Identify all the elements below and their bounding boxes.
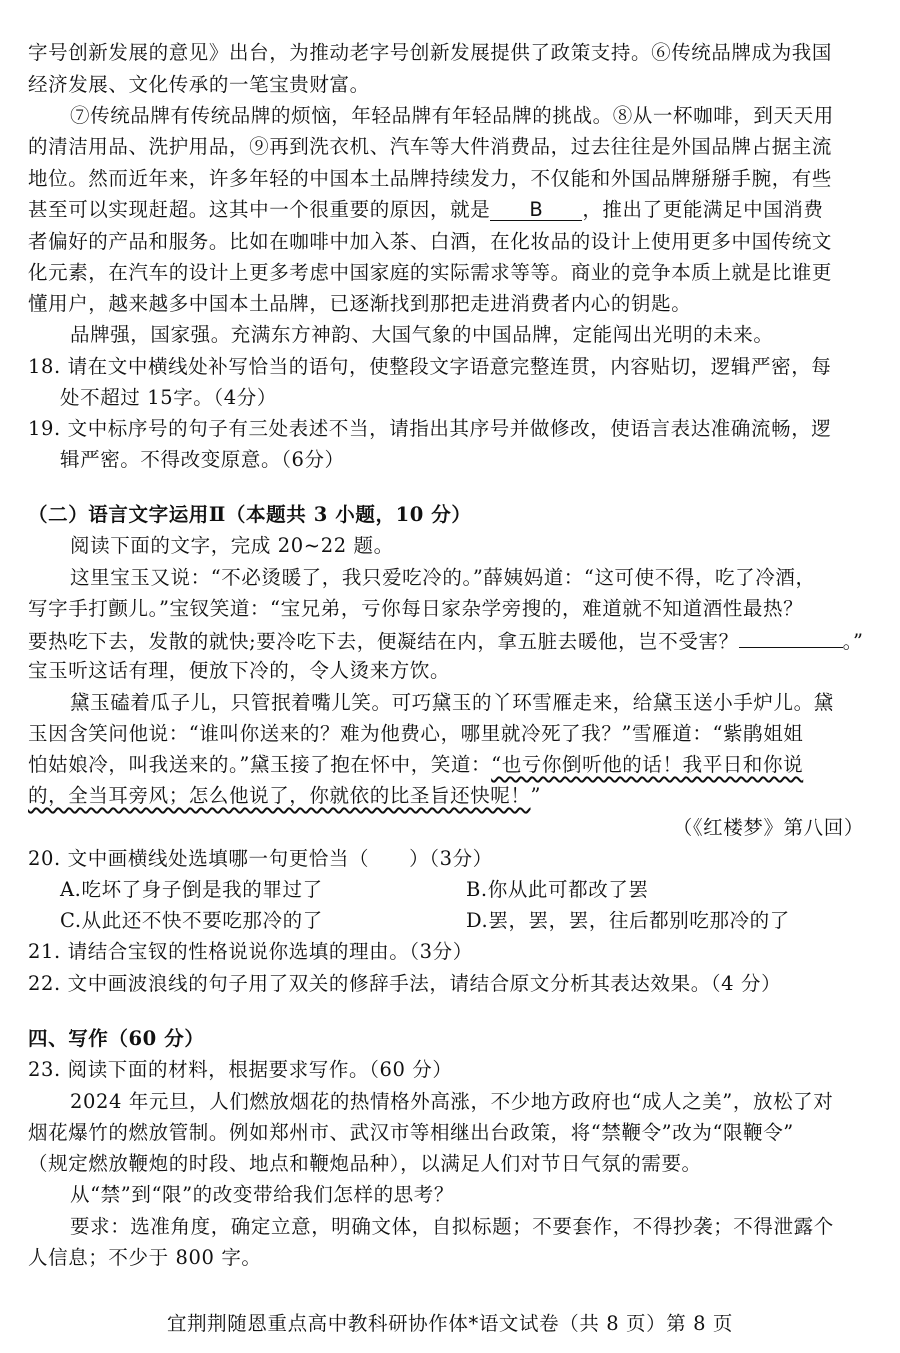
question-20-stem: 20. 文中画横线处选填哪一句更恰当（ xyxy=(28,847,370,870)
excerpt-text: ” xyxy=(530,784,542,807)
passage-line: ⑦传统品牌有传统品牌的烦恼，年轻品牌有年轻品牌的挑战。⑧从一杯咖啡，到天天用 xyxy=(70,104,834,127)
excerpt-line xyxy=(28,752,803,778)
passage-line: 化元素，在汽车的设计上更多考虑中国家庭的实际需求等等。商业的竞争本质上就是比谁更 xyxy=(28,261,833,284)
wavy-underlined-text: “也亏你倒听他的话！我平日和你说 xyxy=(491,753,804,776)
question-21: 21. 请结合宝钗的性格说说你选填的理由。（3分） xyxy=(28,940,473,963)
passage-line: 者偏好的产品和服务。比如在咖啡中加入茶、白酒，在化妆品的设计上使用更多中国传统文 xyxy=(28,230,833,253)
option-c: C.从此还不快不要吃那冷的了 xyxy=(60,909,323,932)
passage-line xyxy=(28,197,824,223)
material-line: 2024 年元旦，人们燃放烟花的热情格外高涨，不少地方政府也“成人之美”，放松了对 xyxy=(70,1090,834,1113)
option-a: A.吃坏了身子倒是我的罪过了 xyxy=(60,878,323,901)
excerpt-line: 这里宝玉又说：“不必烫暖了，我只爱吃冷的。”薛姨妈道：“这可使不得，吃了冷酒， xyxy=(70,566,816,589)
passage-line: 字号创新发展的意见》出台，为推动老字号创新发展提供了政策支持。⑥传统品牌成为我国 xyxy=(28,41,833,64)
section-heading: 四、写作（60 分） xyxy=(28,1027,205,1050)
passage-line: 经济发展、文化传承的一笔宝贵财富。 xyxy=(28,73,370,96)
answer-blank xyxy=(739,627,843,648)
requirement-line: 要求：选准角度，确定立意，明确文体，自拟标题；不要套作，不得抄袭；不得泄露个 xyxy=(70,1215,834,1238)
question-18: 18. 请在文中横线处补写恰当的语句，使整段文字语意完整连贯，内容贴切，逻辑严密，每 xyxy=(28,355,832,378)
answer-blank-b: B xyxy=(490,200,582,221)
excerpt-line xyxy=(28,627,864,655)
excerpt-source: （《红楼梦》第八回） xyxy=(672,816,864,839)
excerpt-line: 玉因含笑问他说：“谁叫你送来的？难为他费心，哪里就冷死了我？”雪雁道：“紫鹃姐姐 xyxy=(28,722,804,745)
question-20 xyxy=(28,846,493,872)
page-footer: 宜荆荆随恩重点高中教科研协作体*语文试卷（共 8 页）第 8 页 xyxy=(166,1312,734,1335)
excerpt-text: 。” xyxy=(842,630,864,653)
option-d: D.罢，罢，罢，往后都别吃那冷的了 xyxy=(466,909,790,932)
excerpt-line xyxy=(28,783,541,809)
question-18-cont: 处不超过 15字。（4分） xyxy=(60,386,277,409)
question-19: 19. 文中标序号的句子有三处表述不当，请指出其序号并做修改，使语言表达准确流畅，逻 xyxy=(28,417,832,440)
question-22: 22. 文中画波浪线的句子用了双关的修辞手法，请结合原文分析其表达效果。（4 分） xyxy=(28,972,782,995)
option-b: B.你从此可都改了罢 xyxy=(466,878,649,901)
excerpt-line: 宝玉听这话有理，便放下冷的，令人烫来方饮。 xyxy=(28,659,451,682)
question-19-cont: 辑严密。不得改变原意。（6分） xyxy=(60,448,345,471)
reading-instruction: 阅读下面的文字，完成 20~22 题。 xyxy=(70,534,394,557)
question-23: 23. 阅读下面的材料，根据要求写作。（60 分） xyxy=(28,1058,453,1081)
excerpt-text: 怕姑娘冷，叫我送来的。”黛玉接了抱在怀中，笑道： xyxy=(28,753,492,776)
passage-line: 的清洁用品、洗护用品，⑨再到洗衣机、汽车等大件消费品，过去往往是外国品牌占据主流 xyxy=(28,135,833,158)
excerpt-text: 要热吃下去，发散的就快;要冷吃下去，便凝结在内，拿五脏去暖他，岂不受害？ xyxy=(28,630,739,653)
passage-text: 甚至可以实现赶超。这其中一个很重要的原因，就是 xyxy=(28,198,491,221)
section-heading: （二）语言文字运用Ⅱ（本题共 3 小题，10 分） xyxy=(28,503,472,526)
material-line: 烟花爆竹的燃放管制。例如郑州市、武汉市等相继出台政策，将“禁鞭令”改为“限鞭令” xyxy=(28,1121,794,1144)
question-20-points: ）（3分） xyxy=(409,847,493,870)
excerpt-line: 黛玉磕着瓜子儿，只管抿着嘴儿笑。可巧黛玉的丫环雪雁走来，给黛玉送小手炉儿。黛 xyxy=(70,691,834,714)
passage-line: 品牌强，国家强。充满东方神韵、大国气象的中国品牌，定能闯出光明的未来。 xyxy=(70,323,774,346)
passage-line: 懂用户，越来越多中国本土品牌，已逐渐找到那把走进消费者内心的钥匙。 xyxy=(28,292,692,315)
requirement-line: 人信息；不少于 800 字。 xyxy=(28,1246,262,1269)
passage-text: ，推出了更能满足中国消费 xyxy=(582,198,824,221)
passage-line: 地位。然而近年来，许多年轻的中国本土品牌持续发力，不仅能和外国品牌掰掰手腕，有些 xyxy=(28,167,833,190)
wavy-underlined-text: 的，全当耳旁风；怎么他说了，你就依的比圣旨还快呢！ xyxy=(28,784,531,807)
material-line: 从“禁”到“限”的改变带给我们怎样的思考？ xyxy=(70,1183,454,1206)
material-line: （规定燃放鞭炮的时段、地点和鞭炮品种），以满足人们对节日气氛的需要。 xyxy=(28,1152,702,1175)
excerpt-line: 写字手打颤儿。”宝钗笑道：“宝兄弟，亏你每日家杂学旁搜的，难道就不知道酒性最热？ xyxy=(28,597,804,620)
